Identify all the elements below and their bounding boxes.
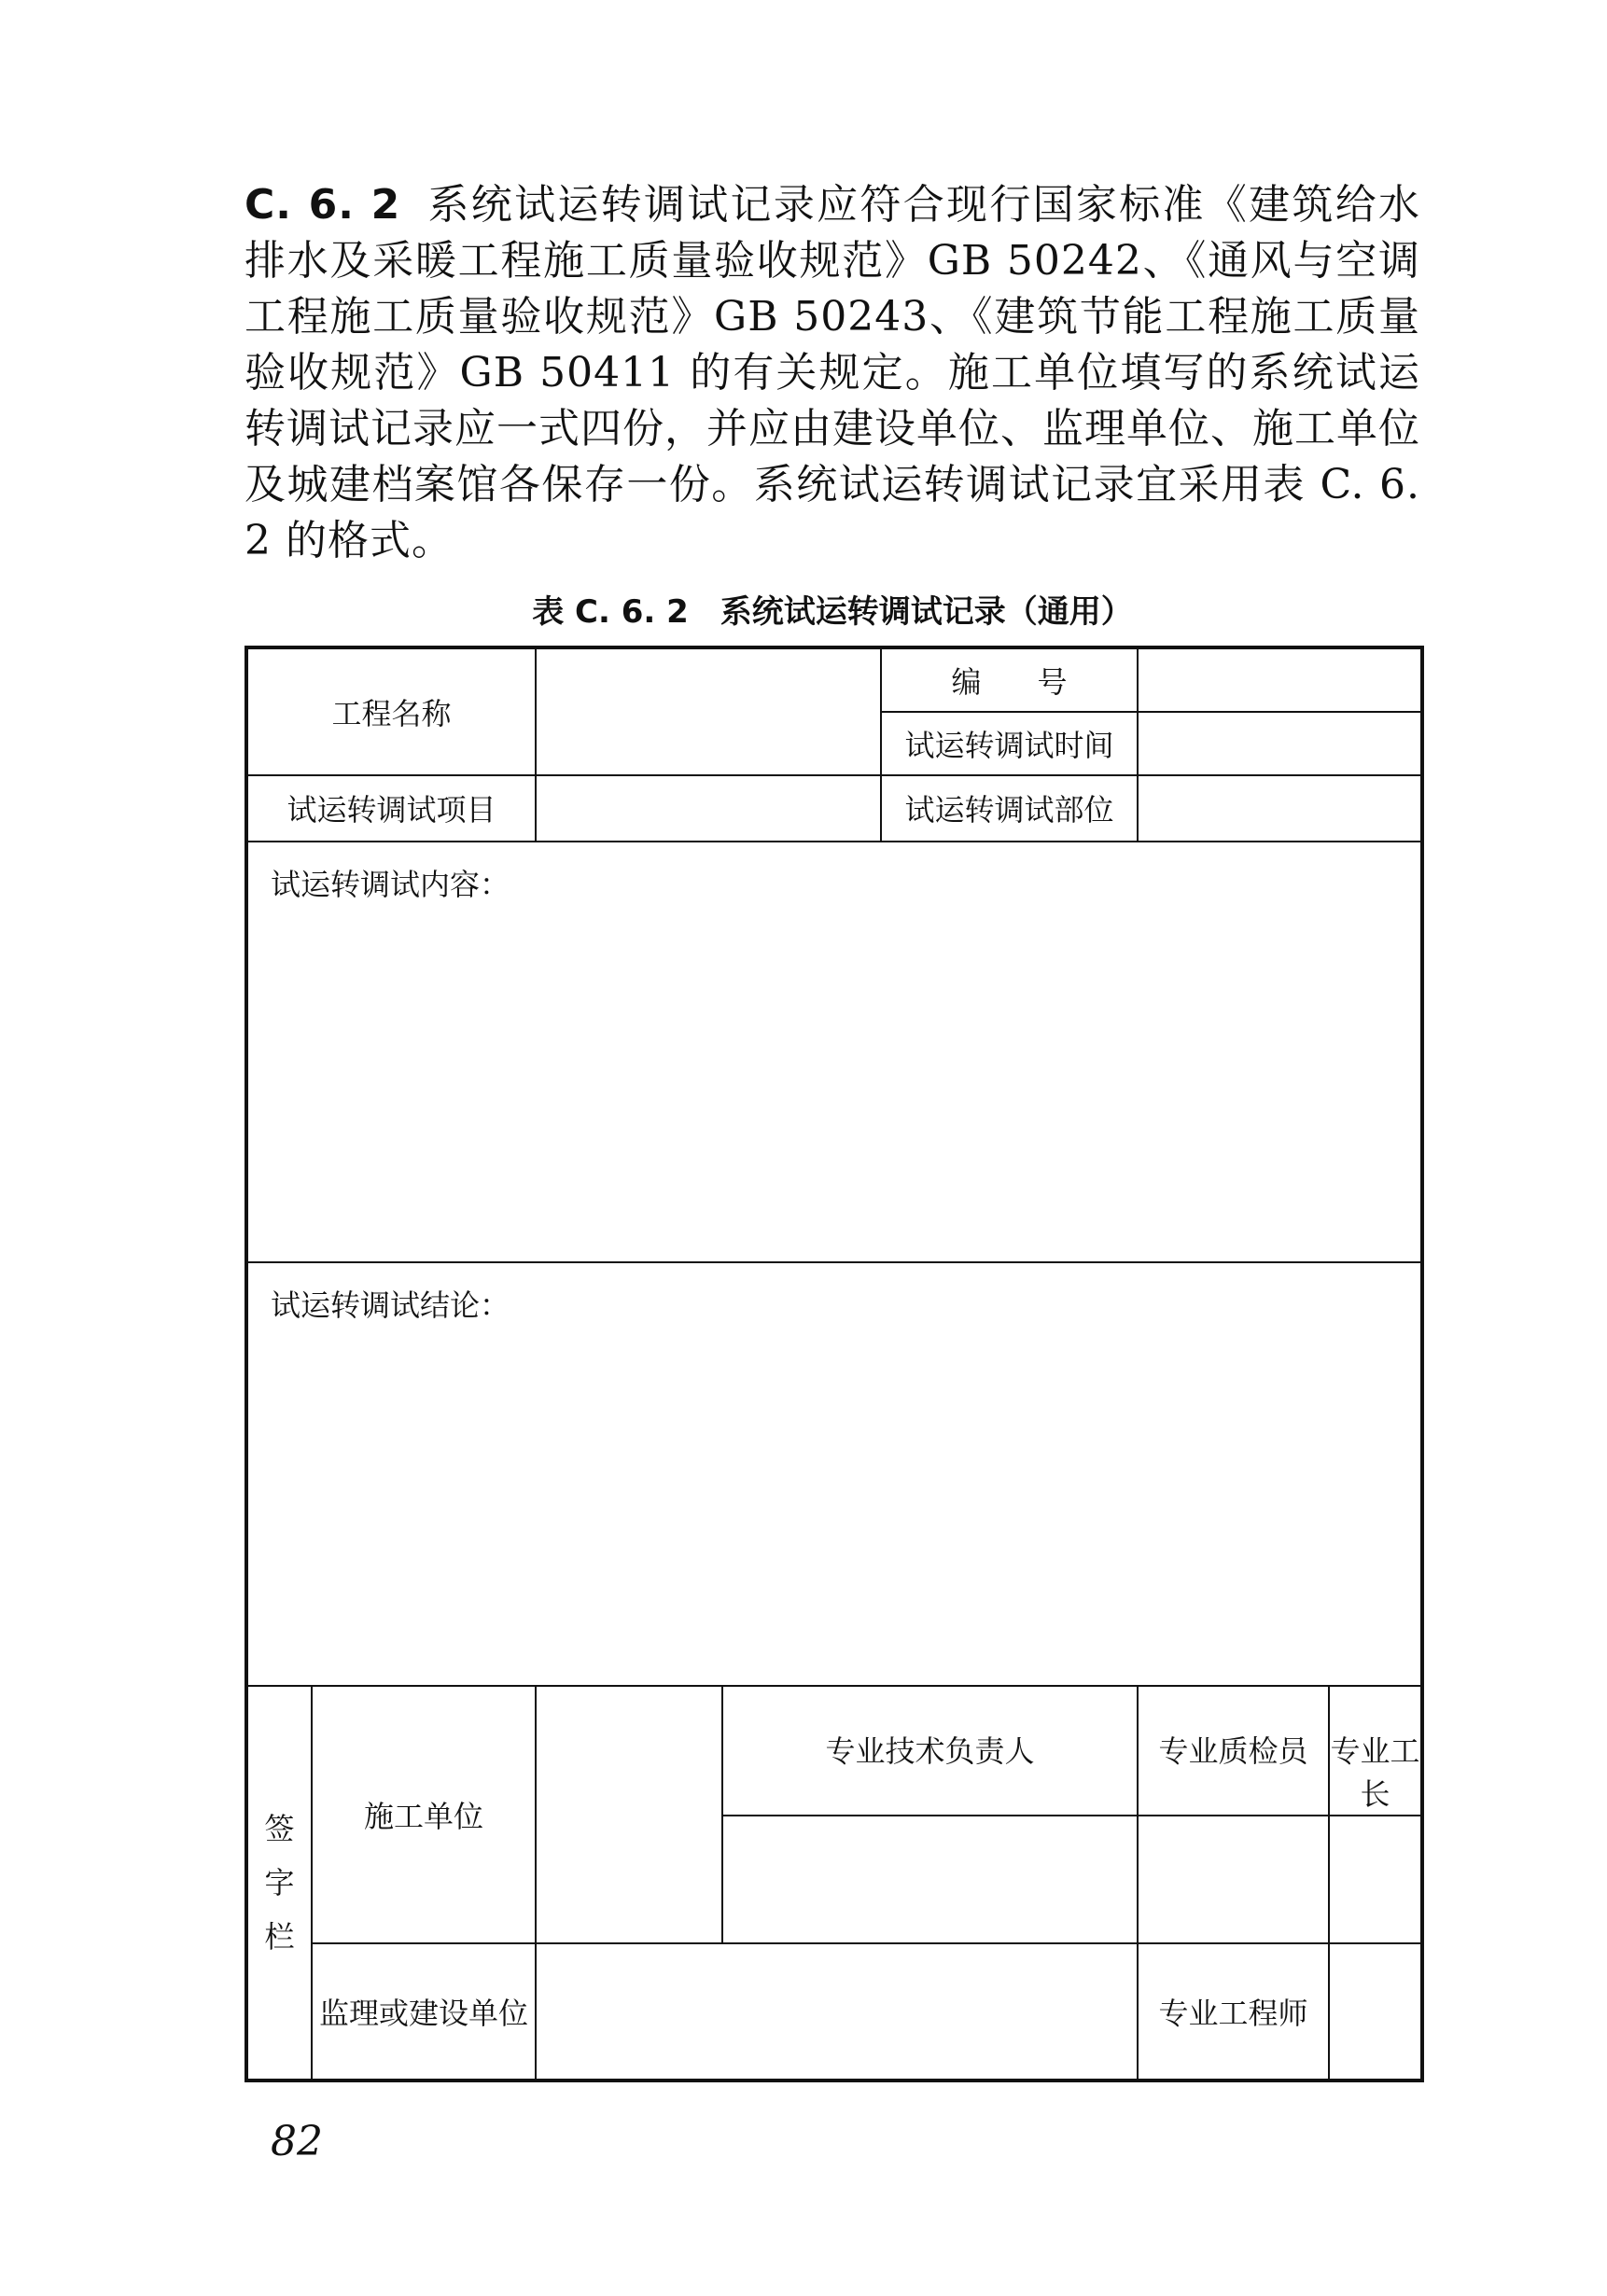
- signature-label: 签字栏: [264, 1810, 295, 1955]
- test-location-label: 试运转调试部位: [881, 775, 1138, 842]
- test-content-label: 试运转调试内容：: [271, 866, 510, 902]
- foreman-signature[interactable]: [1329, 1816, 1422, 1943]
- quality-inspector-signature[interactable]: [1138, 1816, 1329, 1943]
- test-content-area[interactable]: [246, 842, 1422, 1263]
- clause-number: C. 6. 2: [245, 181, 401, 229]
- test-conclusion-area[interactable]: [246, 1262, 1422, 1686]
- foreman-label: 专业工长: [1329, 1686, 1422, 1816]
- construction-unit-label: 施工单位: [312, 1686, 536, 1943]
- number-label: 编号: [881, 647, 1138, 712]
- clause-text: 系统试运转调试记录应符合现行国家标准《建筑给水排水及采暖工程施工质量验收规范》GB 50242、《通风与空调工程施工质量验收规范》GB 50243、《建筑节能工程施工质量验收规范》GB 50411 的有关规定。施工单位填写的系统试运转调试记录应一式四份，并应由建设单位、监理单位、施工单位及城建档案馆各保存一份。系统试运转调试记录宜采用表 C. 6. 2 的格式。: [245, 181, 1420, 564]
- test-location-field[interactable]: [1138, 775, 1422, 842]
- table-caption: 表 C. 6. 2 系统试运转调试记录（通用）: [532, 593, 1133, 631]
- test-conclusion-label: 试运转调试结论：: [271, 1287, 510, 1324]
- number-field[interactable]: [1138, 647, 1422, 712]
- test-time-label: 试运转调试时间: [881, 712, 1138, 776]
- test-record-form: [245, 646, 1424, 2082]
- clause-paragraph: [245, 177, 1420, 569]
- supervision-unit-field[interactable]: [536, 1943, 1138, 2080]
- page-number: 82: [271, 2118, 323, 2165]
- supervision-unit-label: 监理或建设单位: [312, 1943, 536, 2080]
- quality-inspector-label: 专业质检员: [1138, 1686, 1329, 1816]
- test-item-label: 试运转调试项目: [246, 775, 536, 842]
- project-name-field[interactable]: [536, 647, 881, 775]
- project-name-label: 工程名称: [246, 647, 536, 775]
- engineer-signature[interactable]: [1329, 1943, 1422, 2080]
- tech-lead-signature[interactable]: [722, 1816, 1138, 1943]
- tech-lead-label: 专业技术负责人: [722, 1686, 1138, 1816]
- signature-column: [246, 1686, 312, 2080]
- test-item-field[interactable]: [536, 775, 881, 842]
- engineer-label: 专业工程师: [1138, 1943, 1329, 2080]
- test-time-field[interactable]: [1138, 712, 1422, 776]
- construction-unit-field[interactable]: [536, 1686, 722, 1943]
